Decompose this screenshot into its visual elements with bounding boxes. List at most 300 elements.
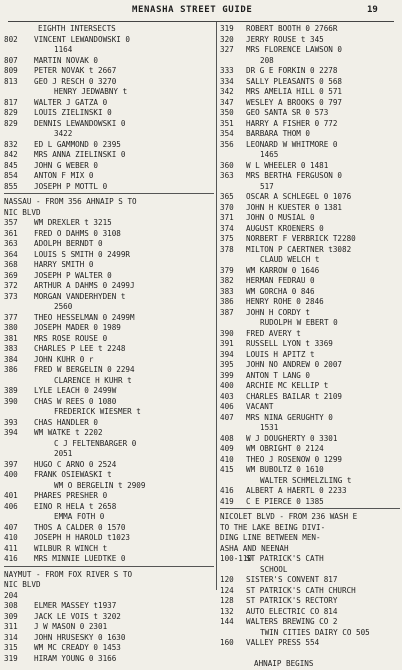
entry-continuation: [220, 182, 400, 193]
directory-entry: [220, 234, 400, 245]
directory-entry: [4, 140, 214, 151]
entry-text: PETER NOVAK t 2667: [34, 66, 117, 75]
house-number: 383: [220, 286, 234, 296]
house-number: 363: [4, 239, 18, 248]
directory-entry: [4, 344, 214, 355]
entry-text: JOHN H KUESTER 0 1381: [246, 202, 343, 212]
entry-continuation: [220, 476, 400, 487]
entry-text: HUGO C ARNO 0 2524: [34, 459, 117, 469]
street-section-heading: [220, 544, 400, 555]
entry-text: RUSSELL LYON t 3369: [246, 339, 333, 348]
entry-text: TO THE LAKE BEING DIVI-: [220, 522, 326, 532]
house-number: 407: [220, 412, 234, 422]
directory-entry: [220, 434, 400, 445]
entry-text: ADOLPH BERNDT 0: [34, 239, 103, 248]
entry-text: MRS ROSE ROUSE 0: [34, 333, 108, 343]
directory-entry: [220, 554, 400, 565]
entry-text: WALTER J GATZA 0: [34, 97, 108, 107]
page-header: [0, 0, 402, 20]
house-number: 144: [220, 617, 234, 626]
directory-entry: [220, 402, 400, 413]
entry-continuation: [220, 565, 400, 576]
directory-entry: [4, 108, 214, 119]
entry-text: OSCAR A SCHLEGEL 0 1076: [246, 192, 352, 201]
directory-entry: [220, 586, 400, 597]
entry-text: MORGAN VANDERHYDEN t: [34, 291, 126, 301]
directory-entry: [220, 596, 400, 607]
directory-entry: [220, 497, 400, 508]
entry-continuation: [4, 45, 214, 56]
house-number: 354: [220, 129, 234, 138]
section-rule: [220, 508, 400, 509]
house-number: 371: [220, 213, 234, 222]
house-number: 309: [4, 611, 18, 621]
house-number: 842: [4, 150, 18, 159]
entry-text: HARRY SMITH 0: [34, 260, 94, 269]
directory-entry: [4, 460, 214, 471]
entry-text: AHNAIP BEGINS: [254, 659, 314, 668]
entry-text: THEO HESSELMAN 0 2499M: [34, 312, 135, 322]
house-number: 807: [4, 55, 18, 65]
section-rule: [4, 566, 214, 567]
directory-entry: [4, 182, 214, 193]
house-number: 377: [4, 312, 18, 322]
entry-text: FRANK OSIEWASKI t: [34, 470, 112, 479]
directory-entry: [220, 213, 400, 224]
entry-continuation: [4, 439, 214, 450]
house-number: 381: [4, 333, 18, 343]
entry-continuation: [4, 302, 214, 313]
entry-text: C E PIERCE 0 1385: [246, 496, 324, 506]
entry-continuation: [4, 87, 214, 98]
directory-entry: [4, 313, 214, 324]
entry-text: 2051: [54, 449, 73, 458]
house-number: 364: [4, 249, 18, 259]
house-number: 320: [220, 34, 234, 44]
entry-continuation: [4, 376, 214, 387]
directory-entry: [220, 638, 400, 649]
entry-text: 3422: [54, 129, 73, 138]
entry-text: SCHOOL: [260, 564, 288, 574]
entry-text: MRS BERTHA FERGUSON 0: [246, 171, 343, 180]
house-number: 360: [220, 160, 234, 170]
directory-entry: [220, 203, 400, 214]
directory-entry: [4, 281, 214, 292]
entry-text: MRS MINNIE LUEDTKE 0: [34, 554, 126, 563]
directory-entry: [220, 444, 400, 455]
house-number: 409: [220, 444, 234, 453]
house-number: 380: [4, 323, 18, 332]
entry-text: JOSEPH MADER 0 1989: [34, 323, 121, 332]
entry-text: JOHN H CORDY t: [246, 307, 311, 317]
house-number: 411: [4, 543, 18, 553]
directory-entry: [220, 66, 400, 77]
entry-text: CLAUD WELCH t: [260, 255, 320, 264]
entry-text: WM DREXLER t 3215: [34, 218, 112, 227]
house-number: 356: [220, 139, 234, 149]
directory-entry: [220, 381, 400, 392]
entry-text: MRS ANNA ZIELINSKI 0: [34, 150, 126, 159]
house-number: 390: [220, 328, 234, 338]
entry-text: LOUIS H APITZ t: [246, 349, 315, 359]
directory-entry: [220, 360, 400, 371]
house-number: 374: [220, 223, 234, 233]
entry-text: ANTON F MIX 0: [34, 171, 94, 180]
entry-text: FREDERICK WIESMER t: [54, 407, 141, 416]
entry-text: BARBARA THOM 0: [246, 129, 311, 138]
house-number: 370: [220, 202, 234, 212]
directory-entry: [220, 77, 400, 88]
street-section-heading: [220, 533, 400, 544]
house-number: 369: [4, 270, 18, 280]
entry-text: EMMA FOTH 0: [54, 512, 105, 521]
directory-entry: [220, 339, 400, 350]
directory-entry: [4, 533, 214, 544]
entry-text: ALBERT A HAERTL 0 2233: [246, 486, 347, 495]
entry-text: ST PATRICK'S CATH: [246, 554, 324, 563]
entry-text: MRS FLORENCE LAWSON 0: [246, 45, 343, 54]
entry-text: LYLE LEACH 0 2499W: [34, 386, 117, 395]
directory-entry: [4, 386, 214, 397]
entry-text: WM BUBOLTZ 0 1610: [246, 465, 324, 474]
directory-entry: [4, 428, 214, 439]
entry-text: HENRY ROHE 0 2846: [246, 297, 324, 306]
house-number: 395: [220, 360, 234, 369]
directory-entry: [4, 35, 214, 46]
entry-text: W L WHEELER 0 1481: [246, 160, 329, 170]
directory-entry: [4, 66, 214, 77]
entry-text: J W MASON 0 2301: [34, 622, 108, 631]
house-number: 829: [4, 108, 18, 117]
entry-text: WALTERS BREWING CO 2: [246, 617, 338, 626]
entry-text: 1164: [54, 45, 73, 54]
directory-entry: [4, 292, 214, 303]
entry-text: CLARENCE H KUHR t: [54, 375, 132, 385]
directory-entry: [220, 486, 400, 497]
entry-text: DR G E FORKIN 0 2278: [246, 66, 338, 75]
house-number: 378: [220, 244, 234, 254]
house-number: 387: [220, 307, 234, 317]
house-number: 372: [4, 281, 18, 290]
directory-entry: [4, 397, 214, 408]
entry-text: FRED O DAHMS 0 3108: [34, 228, 121, 238]
entry-text: CHAS W REES 0 1080: [34, 396, 117, 406]
entry-text: AUTO ELECTRIC CO 814: [246, 606, 338, 616]
entry-text: WALTER SCHMELZLING t: [260, 475, 352, 485]
house-number: 817: [4, 97, 18, 107]
house-number: 400: [4, 470, 18, 479]
house-number: 393: [4, 417, 18, 427]
directory-entry: [4, 554, 214, 565]
house-number: 368: [4, 260, 18, 269]
entry-text: ARTHUR A DAHMS 0 2499J: [34, 281, 135, 290]
house-number: 408: [220, 433, 234, 443]
entry-text: HARRY A FISHER 0 772: [246, 118, 338, 128]
directory-entry: [220, 119, 400, 130]
entry-continuation: [220, 150, 400, 161]
directory-entry: [4, 171, 214, 182]
directory-entry: [220, 465, 400, 476]
directory-entry: [4, 229, 214, 240]
column-divider: [216, 22, 217, 590]
entry-text: GEO SANTA SR 0 573: [246, 108, 329, 117]
house-number: 160: [220, 638, 234, 647]
entry-text: ARCHIE MC KELLIP t: [246, 381, 329, 390]
directory-entry: [220, 98, 400, 109]
house-number: 391: [220, 339, 234, 348]
entry-text: TWIN CITIES DAIRY CO 505: [260, 627, 370, 637]
house-number: 327: [220, 45, 234, 54]
directory-entry: [220, 287, 400, 298]
entry-continuation: [4, 129, 214, 140]
entry-text: RUDOLPH W EBERT 0: [260, 318, 338, 327]
directory-entry: [4, 654, 214, 665]
entry-text: WM GORCHA 0 846: [246, 286, 315, 296]
directory-entry: [220, 276, 400, 287]
directory-entry: [4, 365, 214, 376]
street-section-heading: [4, 570, 214, 581]
house-number: 319: [220, 24, 234, 33]
entry-continuation: [220, 423, 400, 434]
entry-text: 1531: [260, 423, 279, 432]
page-title: MENASHA STREET GUIDE: [132, 5, 253, 15]
directory-entry: [4, 334, 214, 345]
street-section-heading: [4, 208, 214, 219]
entry-text: HIRAM YOUNG 0 3166: [34, 653, 117, 663]
entry-text: JOHN KUHR 0 r: [34, 354, 94, 364]
house-number: 399: [220, 370, 234, 380]
entry-text: FRED W BERGELIN 0 2294: [34, 365, 135, 374]
house-number: 384: [4, 354, 18, 364]
entry-text: AUGUST KROENERS 0: [246, 223, 324, 233]
street-section-heading: [4, 580, 214, 591]
directory-entry: [4, 418, 214, 429]
house-number: 333: [220, 66, 234, 75]
entry-text: WM WATKE t 2202: [34, 428, 103, 437]
house-number: 120: [220, 575, 234, 584]
house-number: 845: [4, 160, 18, 170]
house-number: 132: [220, 606, 234, 616]
directory-entry: [4, 250, 214, 261]
directory-entry: [220, 245, 400, 256]
directory-entry: [4, 622, 214, 633]
entry-continuation: [220, 318, 400, 329]
house-number: 403: [220, 391, 234, 401]
house-number: 334: [220, 76, 234, 86]
entry-text: VINCENT LEWANDOWSKI 0: [34, 34, 131, 44]
directory-entry: [4, 119, 214, 130]
header-rule: [8, 21, 394, 22]
house-number: 347: [220, 97, 234, 107]
entry-text: JACK LE VOIS t 3202: [34, 611, 121, 621]
directory-entry: [4, 601, 214, 612]
house-number: 410: [220, 454, 234, 464]
entry-continuation: [4, 481, 214, 492]
entry-text: LEONARD W WHITMORE 0: [246, 139, 338, 149]
house-number: 416: [220, 486, 234, 495]
right-column: [220, 24, 400, 670]
house-number: 390: [4, 396, 18, 406]
entry-text: WM O BERGELIN t 2909: [54, 480, 146, 490]
entry-text: NIC BLVD: [4, 580, 41, 589]
directory-entry: [4, 523, 214, 534]
house-number: 308: [4, 601, 18, 610]
entry-text: JOHN O MUSIAL 0: [246, 213, 315, 222]
house-number: 813: [4, 76, 18, 86]
entry-text: 2560: [54, 302, 73, 311]
entry-text: JOSEPH H HAROLD t1023: [34, 533, 131, 542]
section-rule: [4, 193, 214, 194]
house-number: 361: [4, 228, 18, 238]
house-number: 419: [220, 496, 234, 506]
house-number: 397: [4, 459, 18, 469]
entry-text: CHARLES BAILAR t 2109: [246, 391, 343, 401]
entry-continuation: [4, 512, 214, 523]
house-number: 416: [4, 554, 18, 563]
entry-continuation: [4, 449, 214, 460]
entry-text: DENNIS LEWANDOWSKI 0: [34, 118, 126, 128]
street-section-heading: [4, 197, 214, 208]
entry-text: ANTON T LANG 0: [246, 370, 311, 380]
house-number: 124: [220, 585, 234, 595]
entry-text: 208: [260, 55, 274, 65]
house-number: 854: [4, 171, 18, 180]
house-number: 802: [4, 34, 18, 44]
directory-entry: [220, 392, 400, 403]
entry-text: JOHN NO ANDREW 0 2007: [246, 360, 343, 369]
directory-entry: [4, 98, 214, 109]
house-number: 350: [220, 108, 234, 117]
house-number: 407: [4, 522, 18, 532]
entry-text: THEO J ROSENOW 0 1299: [246, 454, 343, 464]
directory-entry: [4, 161, 214, 172]
directory-entry: [220, 455, 400, 466]
house-number: 401: [4, 491, 18, 500]
house-number: 832: [4, 139, 18, 149]
house-number: 363: [220, 171, 234, 180]
intersection-note: [220, 659, 400, 670]
directory-entry: [4, 150, 214, 161]
intersection-note: [4, 24, 214, 35]
house-number: 809: [4, 66, 18, 75]
entry-text: JOSEPH P WALTER 0: [34, 270, 112, 280]
entry-text: ROBERT BOOTH 0 2766R: [246, 24, 338, 33]
entry-text: HENRY JEDWABNY t: [54, 87, 128, 96]
directory-entry: [4, 56, 214, 67]
house-number: 383: [4, 344, 18, 353]
house-number: 315: [4, 643, 18, 652]
directory-entry: [4, 323, 214, 334]
house-number: 394: [220, 349, 234, 359]
house-number: 319: [4, 653, 18, 663]
entry-text: CHARLES P LEE t 2248: [34, 344, 126, 353]
page-number: 19: [367, 5, 378, 15]
house-number: 311: [4, 622, 18, 631]
directory-entry: [220, 129, 400, 140]
directory-entry: [4, 502, 214, 513]
entry-text: W J DOUGHERTY 0 3301: [246, 433, 338, 443]
entry-text: EIGHTH INTERSECTS: [38, 24, 116, 33]
directory-entry: [4, 218, 214, 229]
entry-text: C J FELTENBARGER 0: [54, 438, 137, 448]
entry-continuation: [220, 56, 400, 67]
directory-entry: [220, 297, 400, 308]
entry-text: WESLEY A BROOKS 0 797: [246, 97, 343, 107]
entry-text: 1465: [260, 150, 279, 159]
house-number: 342: [220, 87, 234, 96]
directory-entry: [4, 612, 214, 623]
directory-entry: [220, 140, 400, 151]
directory-entry: [4, 77, 214, 88]
directory-entry: [220, 607, 400, 618]
directory-entry: [220, 35, 400, 46]
entry-text: GEO J RESCH 0 3270: [34, 76, 117, 86]
house-number: 855: [4, 181, 18, 191]
entry-text: NASSAU - FROM 356 AHNAIP S TO: [4, 197, 137, 206]
directory-entry: [220, 266, 400, 277]
house-number: 406: [4, 501, 18, 511]
house-number: 400: [220, 381, 234, 390]
entry-text: NICOLET BLVD - FROM 236 WASH E: [220, 512, 358, 521]
house-number: 394: [4, 428, 18, 437]
directory-entry: [220, 45, 400, 56]
directory-entry: [4, 470, 214, 481]
entry-text: MARTIN NOVAK 0: [34, 55, 99, 65]
directory-entry: [220, 171, 400, 182]
entry-text: MRS NINA GERUGHTY 0: [246, 412, 333, 422]
entry-text: WM MC CREADY 0 1453: [34, 643, 121, 652]
entry-continuation: [220, 628, 400, 639]
directory-entry: [220, 575, 400, 586]
entry-text: VALLEY PRESS 554: [246, 638, 320, 647]
house-number: 386: [220, 297, 234, 306]
house-number: 382: [220, 276, 234, 285]
entry-text: 517: [260, 181, 274, 191]
house-number: 829: [4, 118, 18, 128]
directory-entry: [220, 108, 400, 119]
directory-entry: [220, 350, 400, 361]
entry-text: SALLY PLEASANTS 0 568: [246, 76, 343, 86]
directory-entry: [4, 633, 214, 644]
house-number: 204: [4, 590, 18, 600]
entry-text: PHARES PRESHER 0: [34, 491, 108, 500]
left-column: [4, 24, 214, 664]
entry-text: ST PATRICK'S RECTORY: [246, 596, 338, 605]
entry-text: JOSEPH P MOTTL 0: [34, 181, 108, 191]
entry-text: NAYMUT - FROM FOX RIVER S TO: [4, 569, 133, 579]
directory-entry: [220, 87, 400, 98]
directory-entry: [220, 617, 400, 628]
entry-text: SISTER'S CONVENT 817: [246, 575, 338, 584]
directory-entry: [220, 161, 400, 172]
entry-text: ELMER MASSEY t1937: [34, 601, 117, 610]
entry-continuation: [220, 255, 400, 266]
entry-text: ST PATRICK'S CATH CHURCH: [246, 585, 356, 595]
entry-text: EINO R HELA t 2658: [34, 501, 117, 511]
directory-entry: [4, 544, 214, 555]
entry-text: VACANT: [246, 402, 274, 411]
house-number: 375: [220, 234, 234, 243]
entry-text: ED L GAMMOND 0 2395: [34, 139, 121, 149]
directory-entry: [4, 355, 214, 366]
entry-text: WM OBRIGHT 0 2124: [246, 444, 324, 453]
entry-text: MILTON P CAERTNER t3082: [246, 244, 352, 254]
house-number: 410: [4, 533, 18, 542]
entry-text: DING LINE BETWEEN MEN-: [220, 533, 321, 542]
entry-text: JOHN HRUSESKY 0 1630: [34, 632, 126, 642]
directory-entry: [220, 413, 400, 424]
directory-entry: [220, 24, 400, 35]
